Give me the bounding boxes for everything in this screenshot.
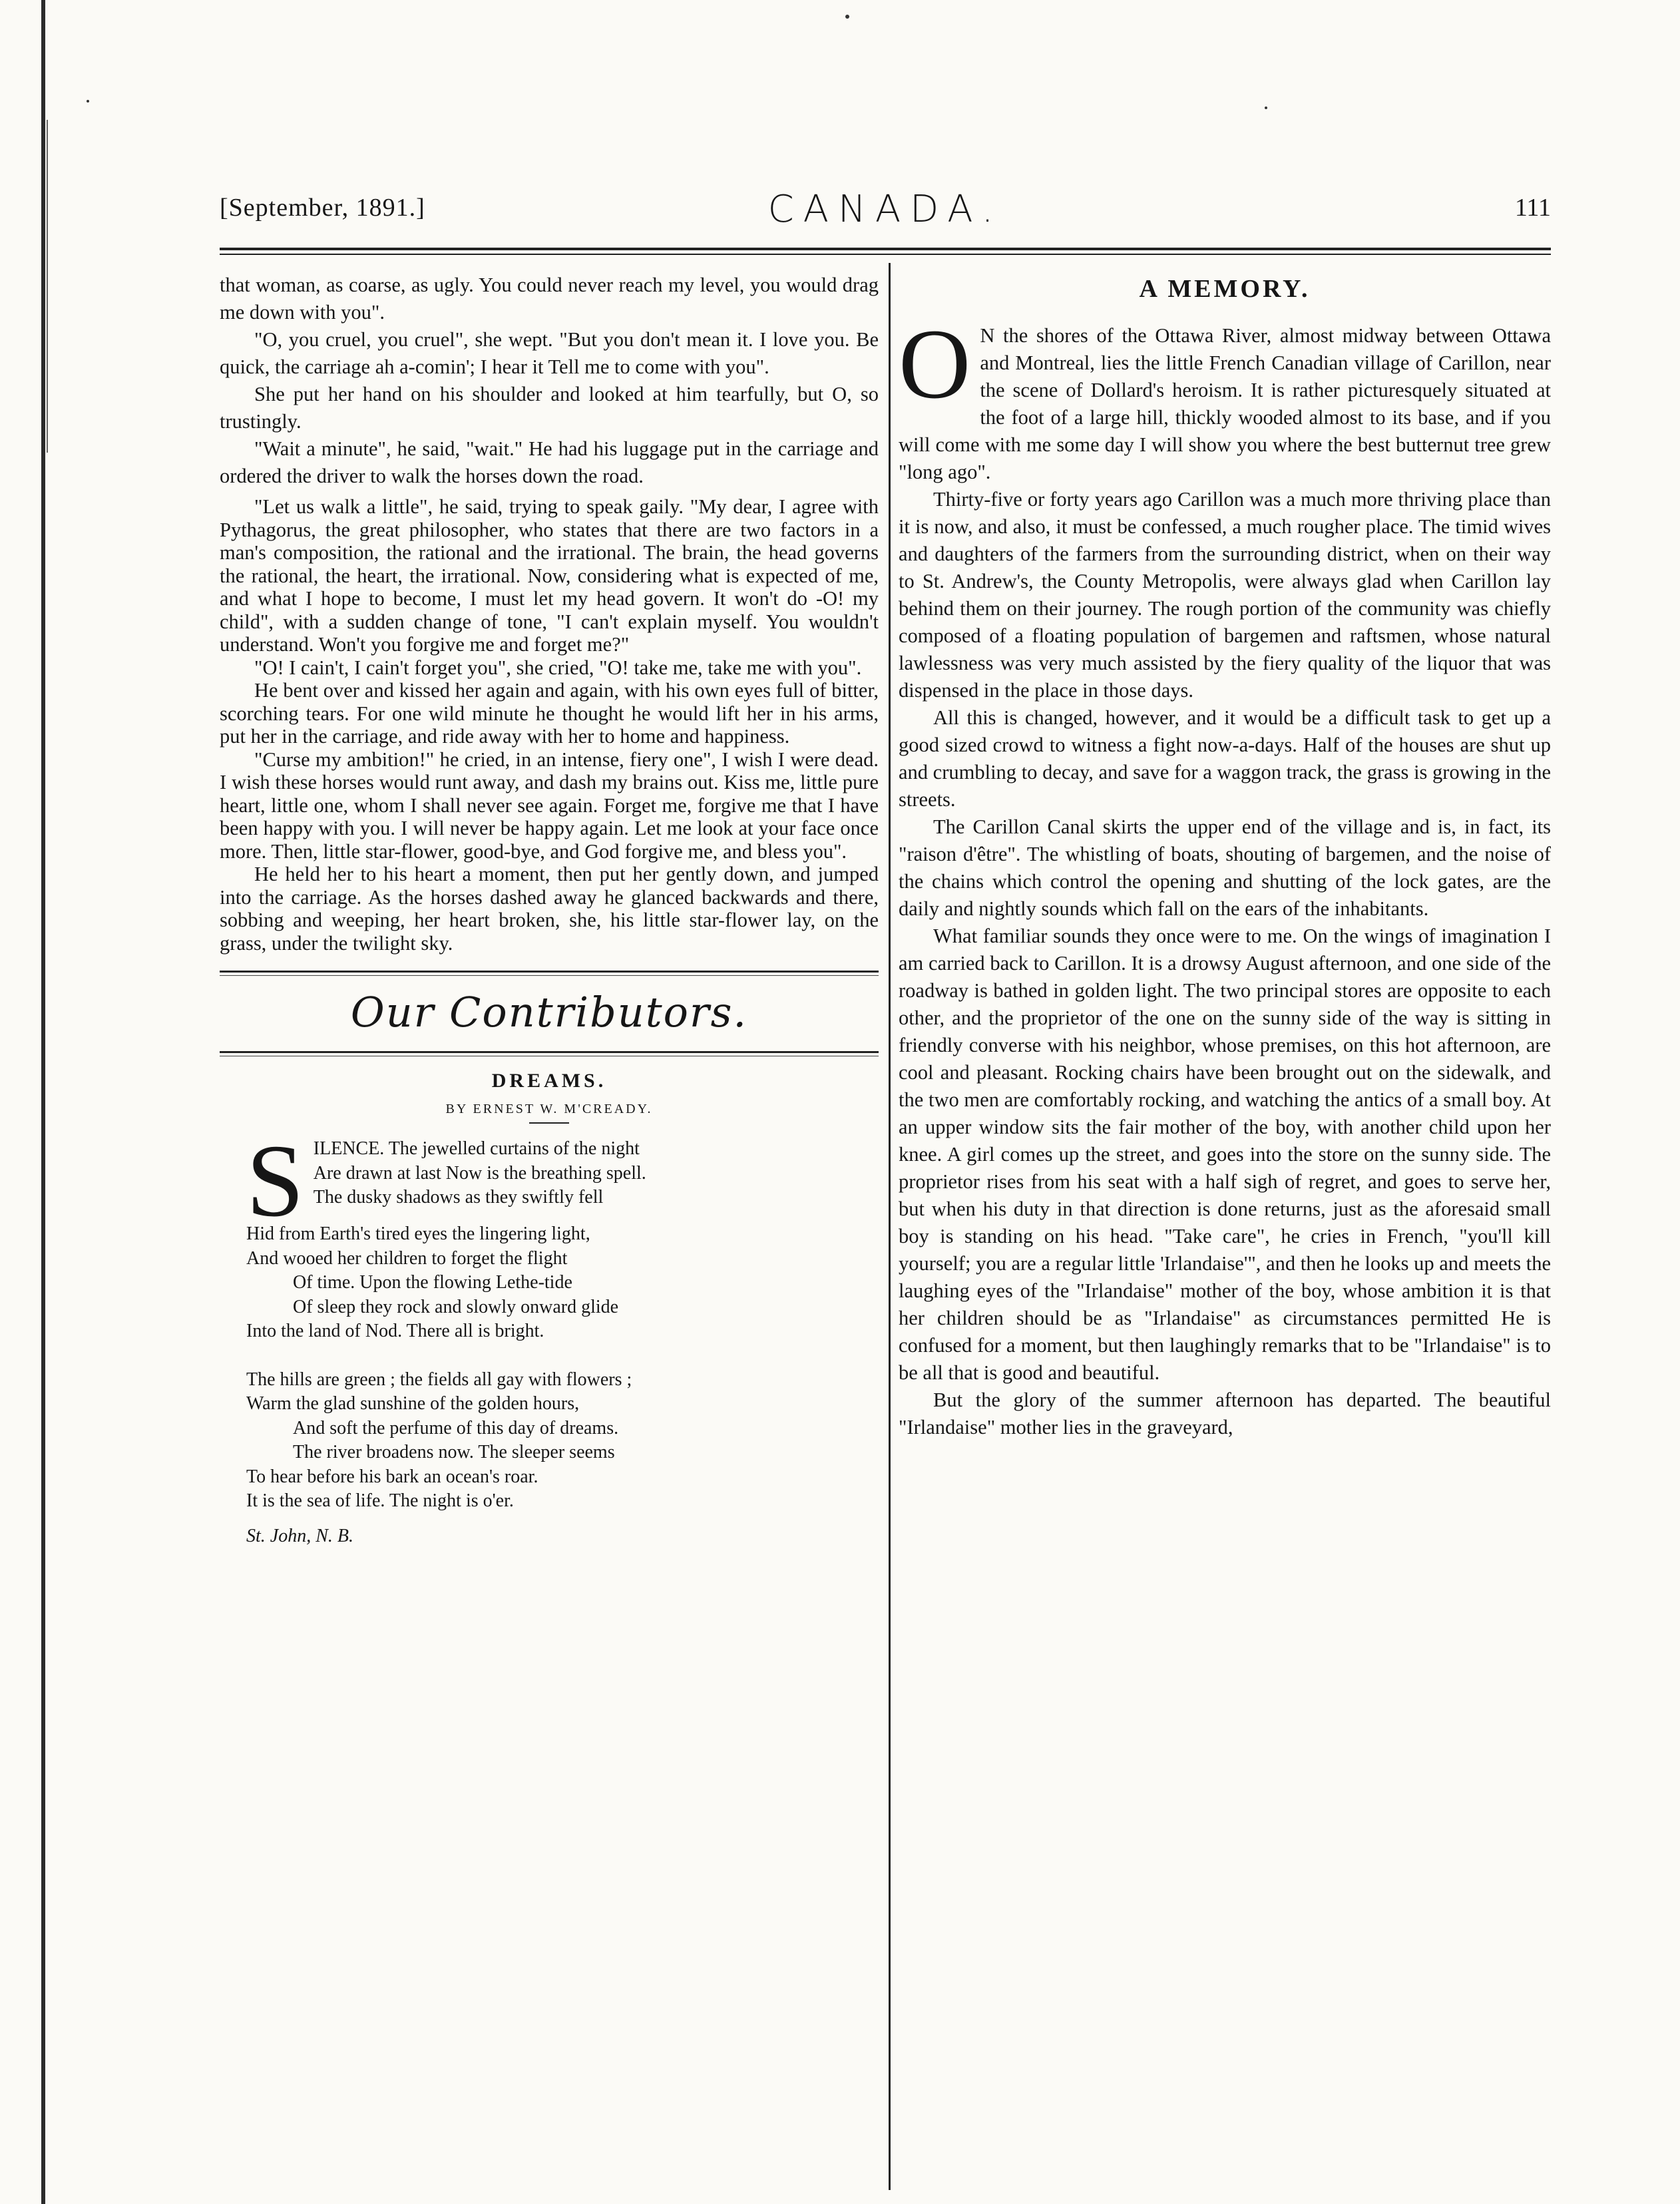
poem-line: The river broadens now. The sleeper seems (293, 1442, 615, 1462)
publication-title: CANADA. (767, 188, 1003, 231)
right-column (899, 272, 1551, 2189)
article-paragraph: Thirty-five or forty years ago Carillon was a much more thriving place than it is now, and also, it must be confessed, a much rougher place. The timid wives and daughters of the farmers from the surrounding district, when on their way to St. Andrew's, the County Metropolis, were always glad when Carillon lay behind them on their journey. The rough portion of the community was chiefly composed of a floating population of bargemen and raftsmen, whose natural lawlessness was very much assisted by the fiery quality of the liquor that was dispensed in the place in those days. (899, 488, 1551, 702)
story-paragraph: "O, you cruel, you cruel", she wept. "But you don't mean it. I love you. Be quick, the carriage ah a-comin'; I hear it Tell me to come with you". (220, 328, 879, 378)
poem-line: And wooed her children to forget the flight (246, 1247, 568, 1269)
byline-rule (529, 1122, 569, 1124)
poem-line: Hid from Earth's tired eyes the lingering light, (246, 1223, 590, 1244)
story-paragraph: "Wait a minute", he said, "wait." He had his luggage put in the carriage and ordered the driver to walk the horses down the road. (220, 437, 879, 487)
story-continuation-tight (220, 495, 879, 955)
poem-line: To hear before his bark an ocean's roar. (246, 1466, 538, 1487)
section-rule-top (220, 971, 879, 976)
story-paragraph: She put her hand on his shoulder and looked at him tearfully, but O, so trustingly. (220, 383, 879, 433)
poem-drop-cap: S (246, 1123, 304, 1238)
poem-signoff: St. John, N. B. (246, 1525, 353, 1546)
article-drop-cap: O (899, 309, 971, 419)
print-speck (87, 100, 89, 103)
page-binding-edge-inner (47, 120, 48, 453)
poem-title: DREAMS. (491, 1070, 607, 1092)
article-title: A MEMORY. (1139, 275, 1311, 303)
story-paragraph: "Let us walk a little", he said, trying to speak gaily. "My dear, I agree with Pythagorus, the great philosopher, who states that there are two factors in a man's composition, the rational and the irrational. The brain, the head governs the rational, the heart, the irrational. Now, considering what is expected of me, and what I hope to become, I must let my head govern. It won't do -O! my child", with a sudden change of tone, "I can't explain myself. You wouldn't understand. Won't you forgive me and forget me?" (220, 495, 879, 656)
column-divider (889, 263, 891, 2190)
article-paragraph: What familiar sounds they once were to me. On the wings of imagination I am carried back to Carillon. It is a drowsy August afternoon, and one side of the roadway is bathed in golden light. The two principal stores are opposite to each other, and the proprietor of the one on the sunny side of the way is sitting in friendly converse with his neighbor, whose premises, on this hot afternoon, are cool and pleasant. Rocking chairs have been brought out on the sidewalk, and the two men are comfortably rocking, and watching the antics of a small boy. At an upper window sits the fair mother of the boy, with another child upon her knee. A girl comes up the street, and goes into the store on the sunny side. The proprietor rises from his seat with a half sigh of regret, and goes to serve her, but when his duty in that direction is done returns, just as the aforesaid small boy is standing on his head. "Take care", he cries in French, "you'll kill yourself; you are a regular little 'Irlandaise'", and then he looks up and meets the laughing eyes of the "Irlandaise" mother of the boy, whose ambition it is that her children should be as "Irlandaise" as circumstances permitted He is confused for a moment, but then laughingly remarks that to be "Irlandaise" is to be all that is good and beautiful. (899, 925, 1551, 1384)
poem-line: Warm the glad sunshine of the golden hours, (246, 1393, 580, 1414)
section-rule-bottom (220, 1051, 879, 1056)
page-header (220, 188, 1551, 240)
poem-line: Of time. Upon the flowing Lethe-tide (293, 1272, 572, 1293)
article-paragraph: The Carillon Canal skirts the upper end of the village and is, in fact, its "raison d'être". The whistling of boats, shouting of bargemen, and the noise of the chains which control the opening and shutting of the lock gates, are the daily and nightly sounds which fall on the ears of the inhabitants. (899, 815, 1551, 920)
left-column (220, 272, 879, 2189)
article-body (899, 309, 1551, 1441)
poem-line: Of sleep they rock and slowly onward glide (293, 1296, 619, 1317)
story-continuation (220, 272, 879, 490)
page-binding-edge (41, 0, 45, 2204)
article-paragraph: All this is changed, however, and it would be a difficult task to get up a good sized crowd to witness a fight now-a-days. Half of the houses are shut up and crumbling to decay, and save for a waggon track, the grass is growing in the streets. (899, 706, 1551, 811)
poem-line: ILENCE. The jewelled curtains of the night (313, 1138, 640, 1159)
header-rule-top (220, 248, 1551, 250)
article-first-paragraph: O N the shores of the Ottawa River, almost midway between Ottawa and Montreal, lies the little French Canadian village of Carillon, near the scene of Dollard's heroism. It is rather picturesquely situated at the foot of a large hill, thickly wooded almost to its base, and if you will come with me some day I will show you where the best butternut tree grew "long ago". (899, 309, 1551, 483)
poem-body (220, 1123, 879, 1547)
story-paragraph: He bent over and kissed her again and again, with his own eyes full of bitter, scorching tears. For one wild minute he thought he would lift her in his arms, put her in the carriage, and ride away with her to home and happiness. (220, 679, 879, 748)
story-paragraph: that woman, as coarse, as ugly. You could never reach my level, you would drag me down with you". (220, 274, 879, 324)
story-paragraph: "Curse my ambition!" he cried, in an intense, fiery one", I wish I were dead. I wish these horses would runt away, and dash my brains out. Kiss me, little pure heart, little one, whom I shall never see again. Forget me, forgive me that I have been happy with you. I will never be happy again. Let me look at your face once more. Then, little star-flower, good-bye, and God forgive me, and bless you". (220, 748, 879, 863)
poem-line: And soft the perfume of this day of dreams. (293, 1417, 619, 1438)
poem-line: Into the land of Nod. There all is bright. (246, 1321, 544, 1341)
story-paragraph: "O! I cain't, I cain't forget you", she cried, "O! take me, take me with you". (254, 656, 862, 679)
print-speck (845, 15, 849, 19)
poem-line: The hills are green ; the fields all gay with flowers ; (246, 1369, 632, 1390)
poem-line: It is the sea of life. The night is o'er. (246, 1490, 514, 1511)
issue-date: [September, 1891.] (220, 194, 425, 222)
poem-line: The dusky shadows as they swiftly fell (313, 1187, 604, 1208)
print-speck (1265, 107, 1267, 109)
poem-line: Are drawn at last Now is the breathing spell. (313, 1162, 646, 1184)
article-paragraph: But the glory of the summer afternoon has departed. The beautiful "Irlandaise" mother lies in the graveyard, (899, 1389, 1551, 1438)
page-number: 111 (1514, 194, 1551, 222)
poem-byline: BY ERNEST W. M'CREADY. (445, 1102, 653, 1116)
story-paragraph: He held her to his heart a moment, then put her gently down, and jumped into the carriage. As the horses dashed away he glanced backwards and there, sobbing and weeping, her heart broken, she, his little star-flower lay, on the grass, under the twilight sky. (220, 863, 879, 955)
section-heading: Our Contributors. (350, 988, 748, 1036)
header-rule-bottom (220, 254, 1551, 255)
